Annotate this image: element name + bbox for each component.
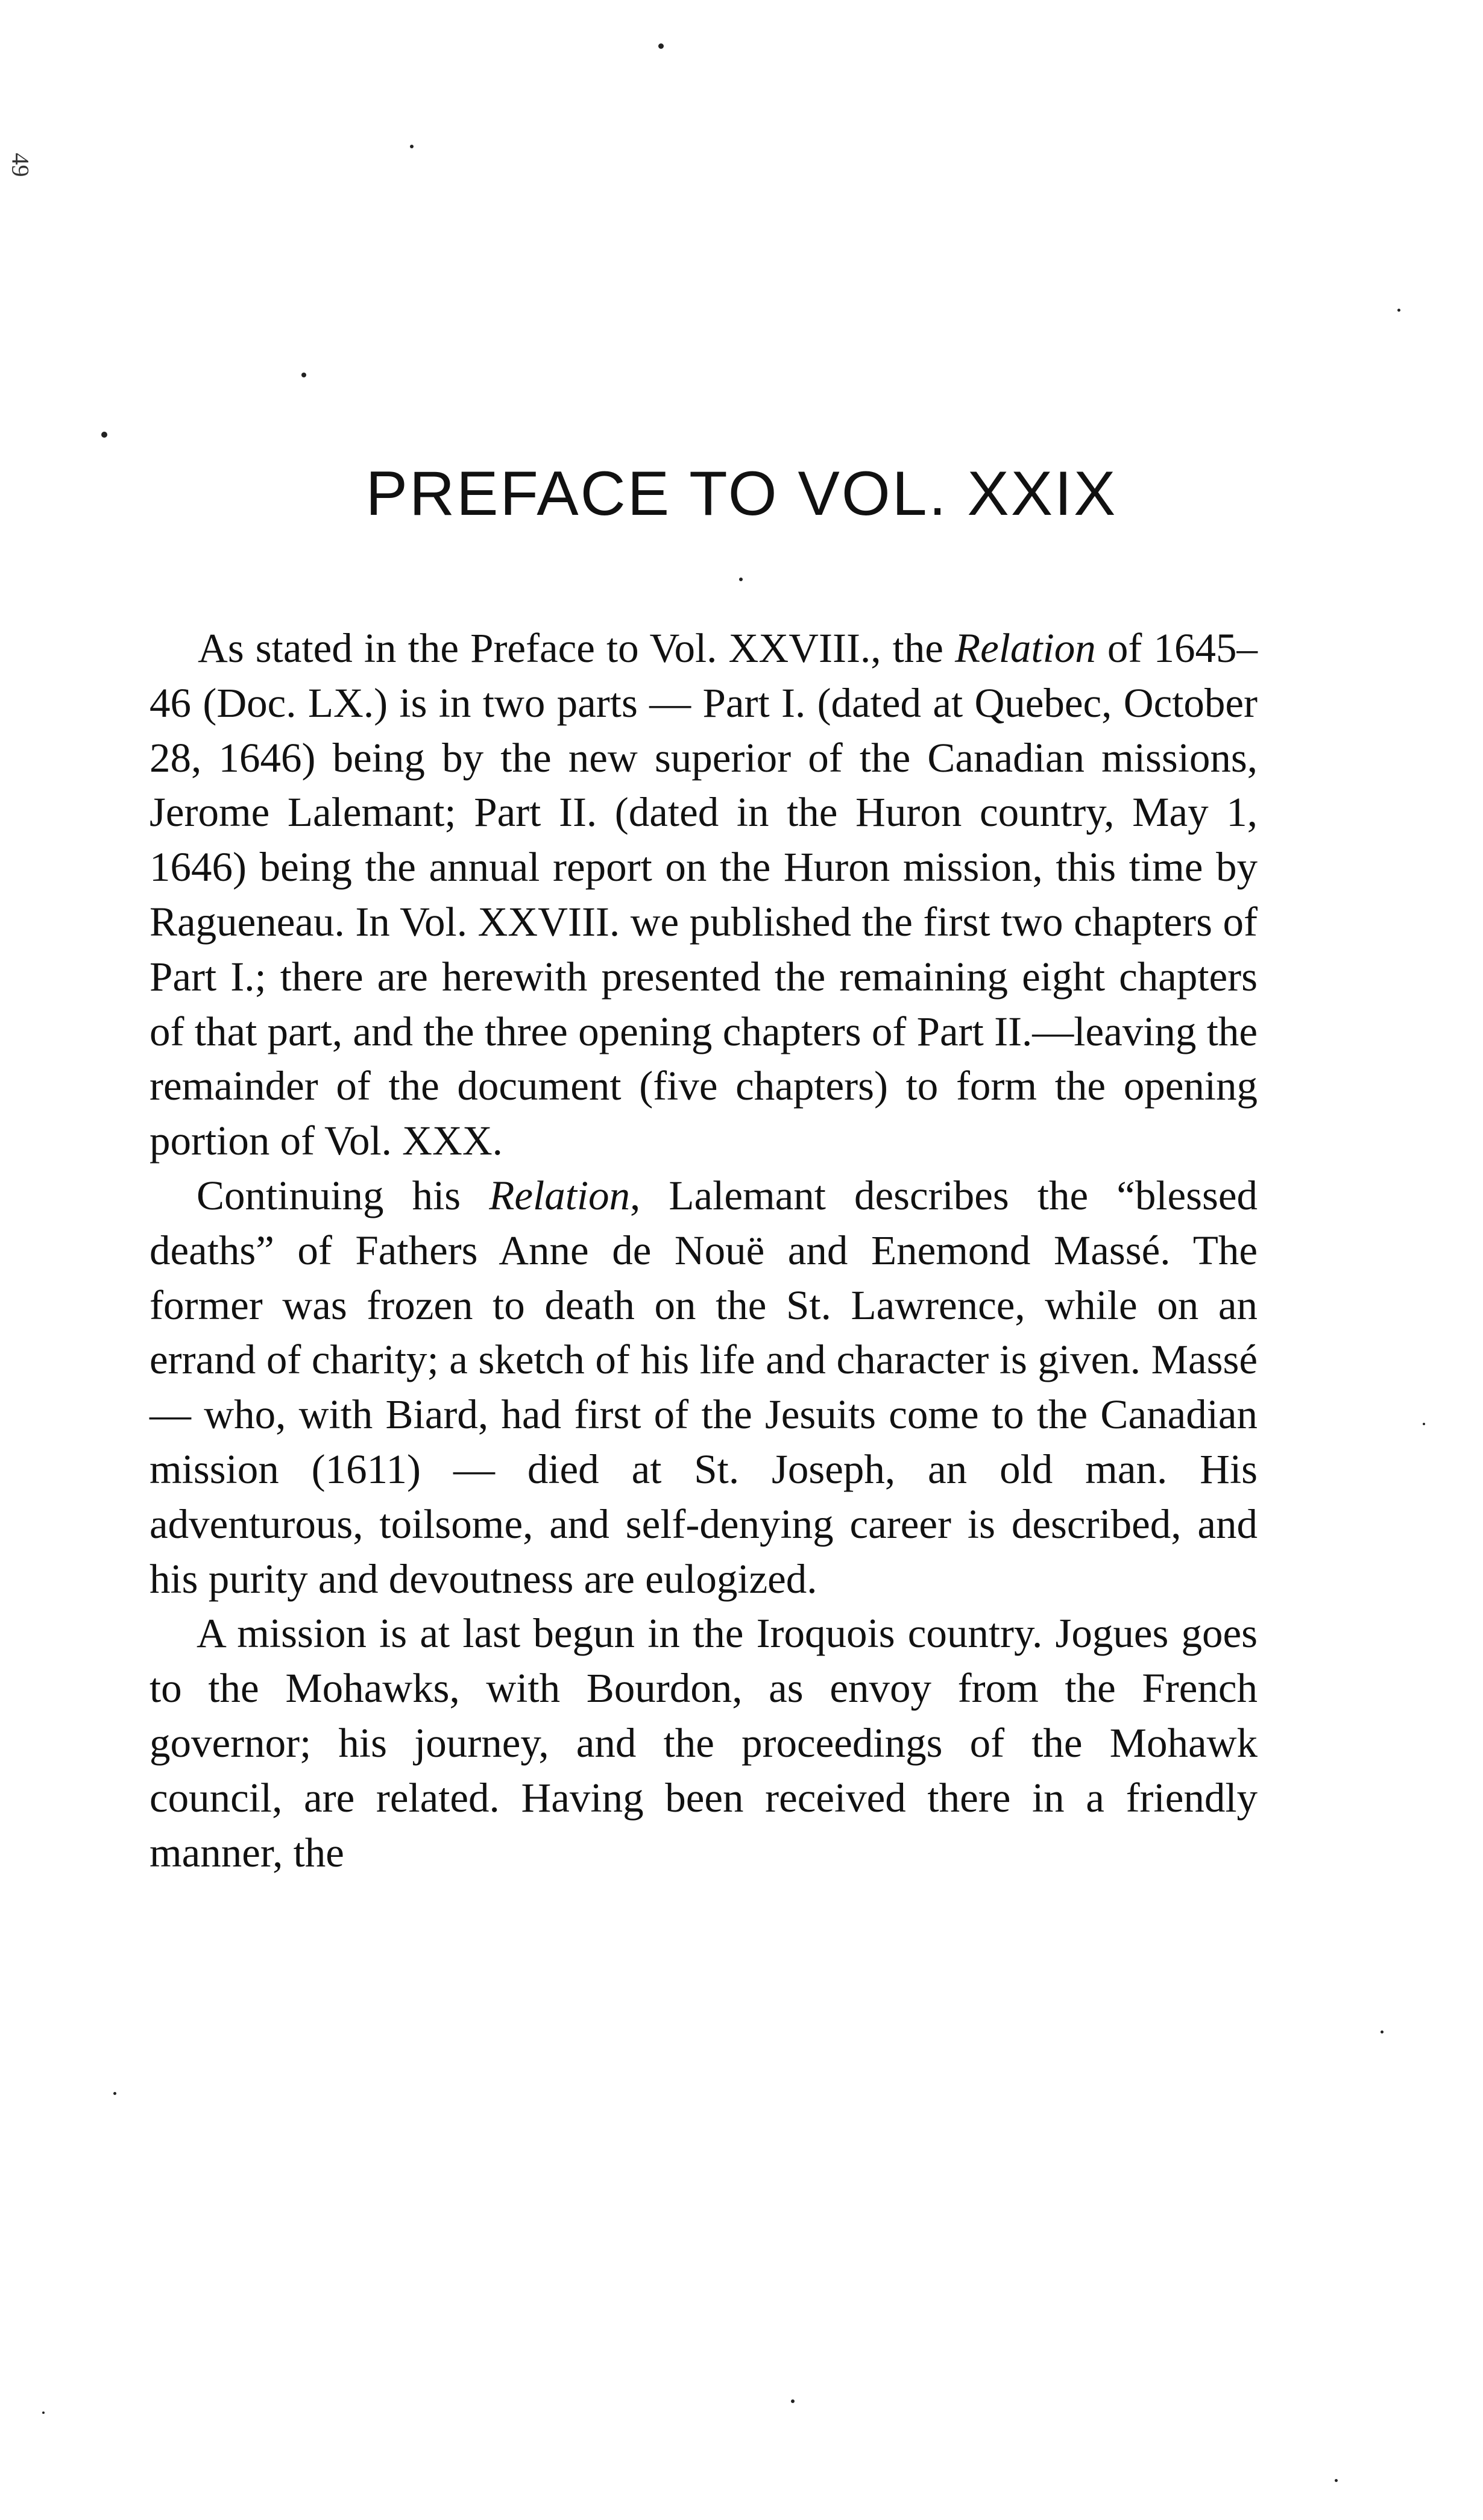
paragraph-3 bbox=[150, 1606, 1258, 1880]
scan-speck bbox=[101, 432, 107, 438]
preface-body bbox=[150, 621, 1258, 1880]
scan-speck bbox=[1423, 1423, 1425, 1425]
text-run: As stated in the Preface to Vol. XXVIII., the bbox=[198, 625, 955, 671]
page-title: PREFACE TO VOL. XXIX bbox=[365, 459, 1118, 529]
scan-speck bbox=[739, 578, 743, 581]
margin-mark: 49 bbox=[7, 153, 34, 177]
scan-speck bbox=[1335, 2479, 1338, 2482]
scan-speck bbox=[410, 145, 414, 148]
paragraph-1 bbox=[150, 621, 1258, 1168]
scan-speck bbox=[113, 2092, 116, 2095]
text-run: , Lalemant describes the “blessed deaths” of Fathers Anne de Nouë and Enemond Massé. The former was frozen to death on the St. Lawrence, while on an errand of charity; a sketch of his life and character is given. Massé — who, with Biard, had first of the Jesuits come to the Canadian mission (1611) — died at St. Joseph, an old man. His adventurous, toilsome, and self-denying career is described, and his purity and devoutness are eulogized. bbox=[150, 1172, 1258, 1602]
scan-speck bbox=[301, 373, 306, 377]
scan-speck bbox=[791, 2399, 795, 2403]
scan-speck bbox=[658, 43, 664, 49]
scan-speck bbox=[1381, 2030, 1384, 2033]
italic-text-run: Relation bbox=[489, 1172, 631, 1218]
paragraph-2 bbox=[150, 1168, 1258, 1606]
italic-text-run: Relation bbox=[954, 625, 1096, 671]
text-run: Continuing his bbox=[197, 1172, 490, 1218]
text-run: A mission is at last begun in the Iroquois country. Jogues goes to the Mohawks, with Bourdon, as envoy from the French governor; his journey, and the proceedings of the Mohawk council, are related. Having been received there in a friendly manner, the bbox=[150, 1610, 1258, 1876]
scan-speck bbox=[42, 2411, 45, 2414]
scan-speck bbox=[1397, 309, 1400, 312]
text-run: of 1645–46 (Doc. LX.) is in two parts — Part I. (dated at Quebec, October 28, 1646) being by the new superior of the Canadian missions, Jerome Lalemant; Part II. (dated in the Huron country, May 1, 1646) being the annual report on the Huron mission, this time by Ragueneau. In Vol. XXVIII. we published the first two chapters of Part I.; there are herewith presented the remaining eight chapters of that part, and the three opening chapters of Part II.—leaving the remainder of the document (five chapters) to form the opening portion of Vol. XXX. bbox=[150, 625, 1258, 1164]
